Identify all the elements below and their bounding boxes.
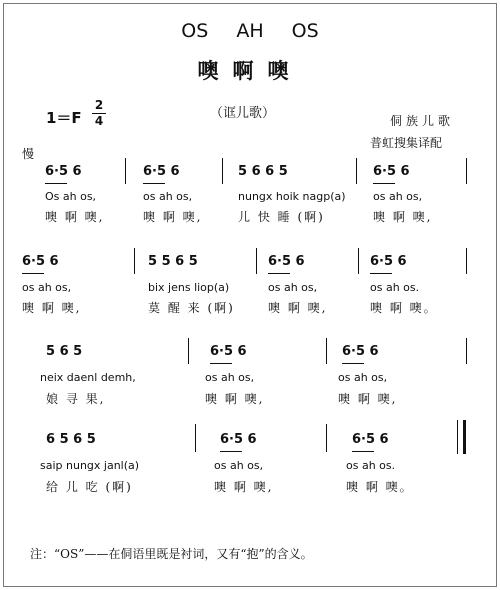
cn-s2-m1: 噢 啊 噢, [22, 301, 82, 315]
cn-s4-m1: 给 儿 吃 (啊) [46, 480, 133, 494]
latin-s2-m3: os ah os, [268, 281, 318, 294]
underline-s2-m4 [370, 273, 392, 274]
notes-s1-m1: 6·5 6 [45, 164, 82, 179]
notes-s2-m4: 6·5 6 [370, 254, 407, 269]
credit-origin: 侗族儿歌 [390, 114, 455, 128]
underline-s1-m1 [45, 183, 67, 184]
latin-s1-m1: Os ah os, [45, 190, 97, 203]
time-signature [92, 99, 106, 128]
cn-s4-m3: 噢 啊 噢。 [346, 480, 414, 494]
underline-s4-m3 [352, 451, 374, 452]
cn-s2-m3: 噢 啊 噢, [268, 301, 328, 315]
barline [358, 248, 359, 274]
barline [195, 424, 196, 452]
underline-s3-m2 [210, 363, 232, 364]
barline [134, 248, 135, 274]
cn-s3-m2: 噢 啊 噢, [205, 392, 265, 406]
cn-s1-m4: 噢 啊 噢, [373, 210, 433, 224]
tempo-mark: 慢 [22, 147, 35, 161]
underline-s1-m4 [373, 183, 395, 184]
underline-s2-m1 [22, 273, 44, 274]
cn-s1-m1: 噢 啊 噢, [45, 210, 105, 224]
latin-s2-m1: os ah os, [22, 281, 72, 294]
cn-s1-m3: 儿 快 睡 (啊) [238, 210, 325, 224]
cn-s4-m2: 噢 啊 噢, [214, 480, 274, 494]
notes-s1-m3: 5 6 6 5 [238, 164, 288, 179]
barline [356, 158, 357, 184]
barline [256, 248, 257, 274]
cn-s1-m2: 噢 啊 噢, [143, 210, 203, 224]
notes-s2-m2: 5 5 6 5 [148, 254, 198, 269]
barline [466, 248, 467, 274]
latin-s4-m1: saip nungx janl(a) [40, 459, 140, 472]
notes-s4-m1: 6 5 6 5 [46, 432, 96, 447]
time-denominator: 4 [94, 114, 104, 128]
final-barline-thick [463, 420, 466, 454]
barline [188, 338, 189, 364]
underline-s2-m3 [268, 273, 290, 274]
barline [466, 338, 467, 364]
time-numerator: 2 [94, 98, 104, 112]
notes-s3-m2: 6·5 6 [210, 344, 247, 359]
credit-arranger: 普虹搜集译配 [370, 136, 443, 150]
underline-s4-m2 [220, 451, 242, 452]
cn-s3-m1: 娘 寻 果, [46, 392, 106, 406]
notes-s2-m3: 6·5 6 [268, 254, 305, 269]
latin-s2-m2: bix jens liop(a) [148, 281, 230, 294]
latin-s1-m4: os ah os, [373, 190, 423, 203]
barline [466, 158, 467, 184]
notes-s2-m1: 6·5 6 [22, 254, 59, 269]
latin-s1-m2: os ah os, [143, 190, 193, 203]
footnote: 注：“OS”——在侗语里既是衬词，又有“抱”的含义。 [30, 547, 313, 561]
latin-s3-m2: os ah os, [205, 371, 255, 384]
key-signature: 1＝F [46, 109, 82, 127]
subtitle: （诓儿歌） [210, 106, 276, 121]
barline [326, 338, 327, 364]
cn-s2-m2: 莫 醒 来 (啊) [148, 301, 235, 315]
barline [222, 158, 223, 184]
barline [326, 424, 327, 452]
barline [125, 158, 126, 184]
latin-s4-m2: os ah os, [214, 459, 264, 472]
title-latin: OS AH OS [181, 20, 319, 42]
underline-s3-m3 [342, 363, 364, 364]
latin-s3-m1: neix daenl demh, [40, 371, 136, 384]
latin-s3-m3: os ah os, [338, 371, 388, 384]
notes-s1-m4: 6·5 6 [373, 164, 410, 179]
notes-s3-m3: 6·5 6 [342, 344, 379, 359]
title-chinese: 噢啊噢 [197, 58, 303, 83]
latin-s4-m3: os ah os. [346, 459, 396, 472]
notes-s4-m3: 6·5 6 [352, 432, 389, 447]
page-frame [3, 3, 497, 587]
underline-s1-m2 [143, 183, 165, 184]
latin-s1-m3: nungx hoik nagp(a) [238, 190, 346, 203]
latin-s2-m4: os ah os. [370, 281, 420, 294]
notes-s4-m2: 6·5 6 [220, 432, 257, 447]
notes-s3-m1: 5 6 5 [46, 344, 83, 359]
cn-s2-m4: 噢 啊 噢。 [370, 301, 438, 315]
final-barline-thin [457, 420, 458, 454]
cn-s3-m3: 噢 啊 噢, [338, 392, 398, 406]
notes-s1-m2: 6·5 6 [143, 164, 180, 179]
